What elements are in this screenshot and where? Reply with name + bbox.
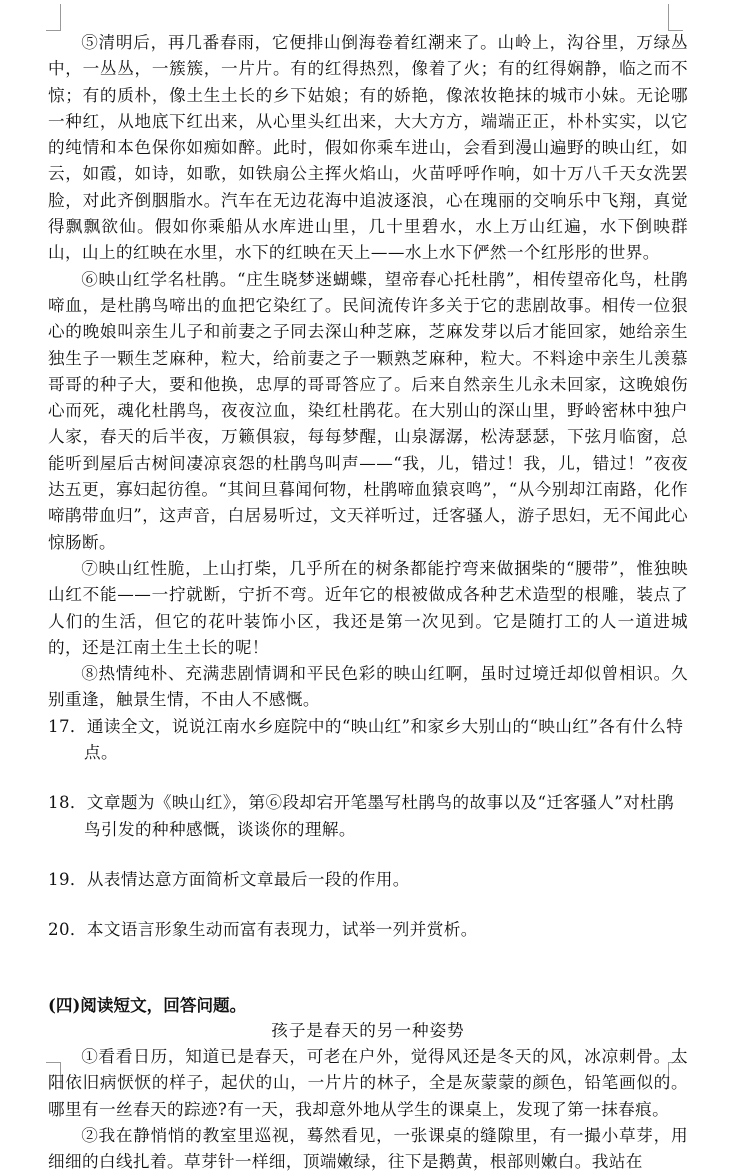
passage-paragraph-8: ⑧热情纯朴、充满悲剧情调和平民色彩的映山红啊，虽时过境迁却似曾相识。久别重逢，触景生情，不由人不感慨。 xyxy=(48,664,688,710)
story-title: 孩子是春天的另一种姿势 xyxy=(271,1020,465,1040)
story-paragraph-1: ①看看日历，知道已是春天，可老在户外，觉得风还是冬天的风，冰凉刺骨。太阳依旧病恹恹的样子，起伏的山，一片片的林子，全是灰蒙蒙的颜色，铅笔画似的。哪里有一丝春天的踪迹?有一天，我却意外地从学生的课桌上，发现了第一抹春痕。 xyxy=(48,1047,688,1119)
crop-mark-top-left xyxy=(46,4,61,31)
question-18: 18．文章题为《映山红》，第⑥段却宕开笔墨写杜鹃鸟的故事以及“迁客骚人”对杜鹃鸟引发的种种感慨，谈谈你的理解。 xyxy=(48,793,675,839)
question-19: 19．从表情达意方面简析文章最后一段的作用。 xyxy=(48,869,410,889)
question-20: 20．本文语言形象生动而富有表现力，试举一列并赏析。 xyxy=(48,920,478,940)
passage-paragraph-6: ⑥映山红学名杜鹃。“庄生晓梦迷蝴蝶，望帝春心托杜鹃”，相传望帝化鸟，杜鹃啼血，是杜鹃鸟啼出的血把它染红了。民间流传许多关于它的悲剧故事。相传一位狠心的晚娘叫亲生儿子和前妻之子同去深山种芝麻，芝麻发芽以后才能回家，她给亲生独生子一颗生芝麻种，粒大，给前妻之子一颗熟芝麻种，粒大。不料途中亲生儿羡慕哥哥的种子大，要和他换，忠厚的哥哥答应了。后来自然亲生儿永未回家，这晚娘伤心而死，魂化杜鹃鸟，夜夜泣血，染红杜鹃花。在大别山的深山里，野岭密林中独户人家，春天的后半夜，万籁俱寂，每每梦醒，山泉潺潺，松涛瑟瑟，下弦月临窗，总能听到屋后古树间凄凉哀怨的杜鹃鸟叫声——“我，儿，错过！我，儿，错过！”夜夜达五更，寡妇起彷徨。“其间旦暮闻何物，杜鹃啼血猿哀鸣”，“从今别却江南路，化作啼鹃带血归”，这声音，白居易听过，文天祥听过，迁客骚人，游子思妇，无不闻此心惊肠断。 xyxy=(48,269,688,552)
passage-paragraph-7: ⑦映山红性脆，上山打柴，几乎所在的树条都能拧弯来做捆柴的“腰带”，惟独映山红不能——一拧就断，宁折不弯。近年它的根被做成各种艺术造型的根雕，装点了人们的生活，但它的花叶装饰小区，我还是第一次见到。它是随打工的人一道进城的，还是江南土生土长的呢！ xyxy=(48,558,688,657)
crop-mark-top-right xyxy=(668,4,683,31)
document-page xyxy=(48,30,688,1176)
story-paragraph-2: ②我在静悄悄的教室里巡视，蓦然看见，一张课桌的缝隙里，有一撮小草芽，用细细的白线扎着。草芽针一样细，顶端嫩绿，往下是鹅黄，根部则嫩白。我站在 xyxy=(48,1125,688,1172)
passage-paragraph-5: ⑤清明后，再几番春雨，它便排山倒海卷着红潮来了。山岭上，沟谷里，万绿丛中，一丛丛，一簇簇，一片片。有的红得热烈，像着了火；有的红得娴静，临之而不惊；有的质朴，像土生土长的乡下姑娘；有的娇艳，像浓妆艳抹的城市小妹。无论哪一种红，从地底下红出来，从心里头红出来，大大方方，端端正正，朴朴实实，以它的纯情和本色保你如痴如醉。此时，假如你乘车进山，会看到漫山遍野的映山红，如云，如霞，如诗，如歌，如铁扇公主挥火焰山，火苗呼呼作响，如十万八千天女洗罢脸，对此齐倒胭脂水。汽车在无边花海中追波逐浪，心在瑰丽的交响乐中飞翔，真觉得飘飘欲仙。假如你乘船从水库进山里，几十里碧水，水上万山红遍，水下倒映群山，山上的红映在水里，水下的红映在天上——水上水下俨然一个红彤彤的世界。 xyxy=(48,33,688,263)
question-17: 17．通读全文，说说江南水乡庭院中的“映山红”和家乡大别山的“映山红”各有什么特点。 xyxy=(48,716,684,763)
section-heading: (四)阅读短文，回答问题。 xyxy=(48,994,247,1015)
